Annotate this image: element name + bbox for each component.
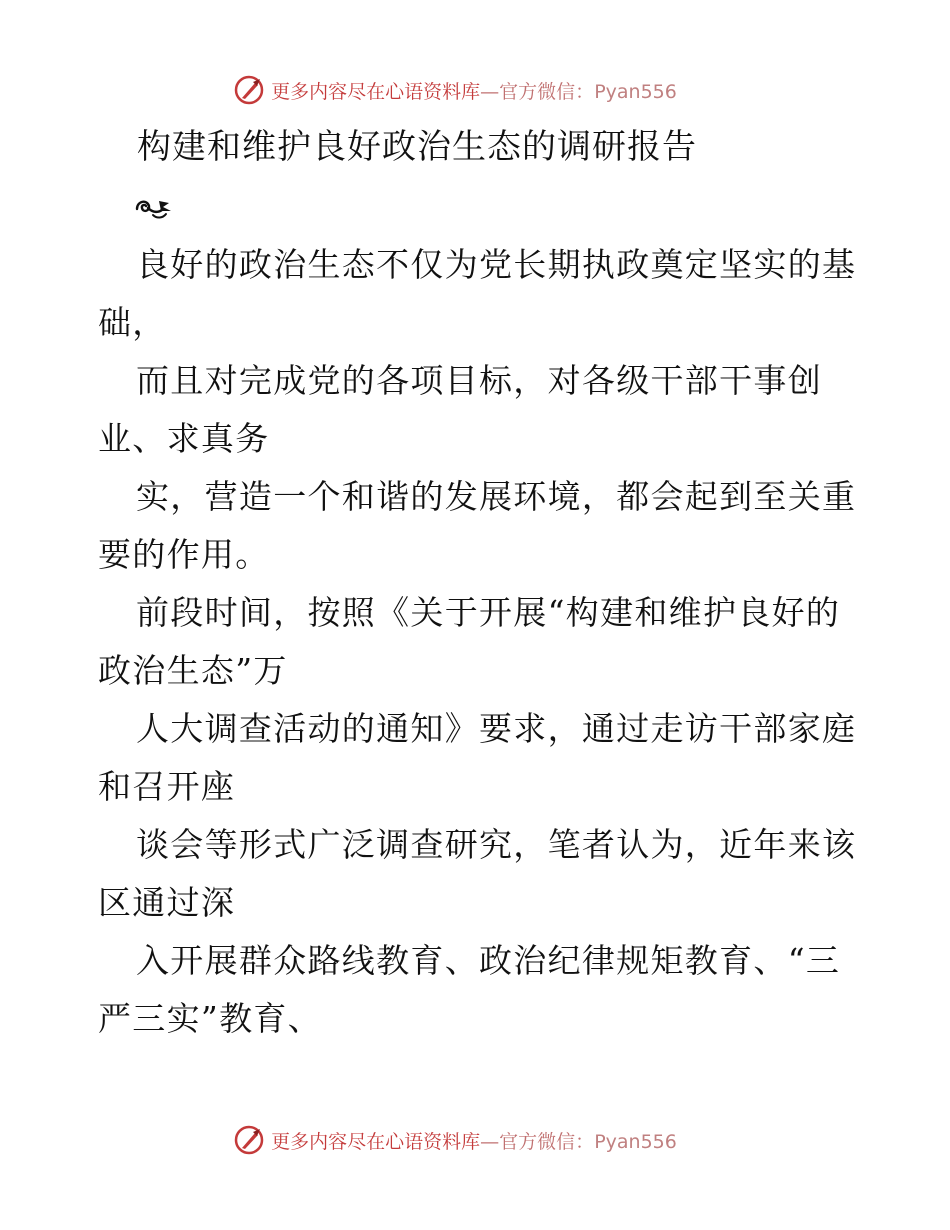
watermark-handle: Pyan556	[594, 1130, 677, 1153]
body-line: 人大调查活动的通知》要求，通过走访干部家庭	[136, 709, 857, 748]
body-line: 业、求真务	[98, 419, 270, 458]
body-line: 严三实”教育、	[98, 999, 322, 1038]
body-line: 而且对完成党的各项目标，对各级干部干事创	[136, 361, 822, 400]
body-line: 政治生态”万	[98, 651, 288, 690]
body-line: 础，	[98, 303, 167, 342]
body-line: 区通过深	[98, 883, 236, 922]
document-title: 构建和维护良好政治生态的调研报告	[137, 127, 697, 167]
body-line: 入开展群众路线教育、政治纪律规矩教育、“三	[136, 941, 841, 980]
fleuron-ornament-icon	[133, 193, 173, 221]
footer-watermark	[0, 1120, 950, 1160]
body-line: 实，营造一个和谐的发展环境，都会起到至关重	[136, 477, 857, 516]
watermark-text: 更多内容尽在心语资料库	[271, 80, 481, 103]
header-watermark	[0, 70, 950, 110]
body-line: 要的作用。	[98, 535, 270, 574]
document-body	[98, 236, 858, 1048]
body-line: 良好的政治生态不仅为党长期执政奠定坚实的基	[136, 245, 857, 284]
quill-pen-logo-icon	[233, 74, 265, 106]
watermark-suffix: —官方微信：	[480, 1130, 595, 1153]
watermark-text: 更多内容尽在心语资料库	[271, 1130, 481, 1153]
watermark-suffix: —官方微信：	[480, 80, 595, 103]
watermark-handle: Pyan556	[594, 80, 677, 103]
body-line: 谈会等形式广泛调查研究，笔者认为，近年来该	[136, 825, 857, 864]
body-line: 和召开座	[98, 767, 236, 806]
body-line: 前段时间，按照《关于开展“构建和维护良好的	[136, 593, 841, 632]
quill-pen-logo-icon	[233, 1124, 265, 1156]
